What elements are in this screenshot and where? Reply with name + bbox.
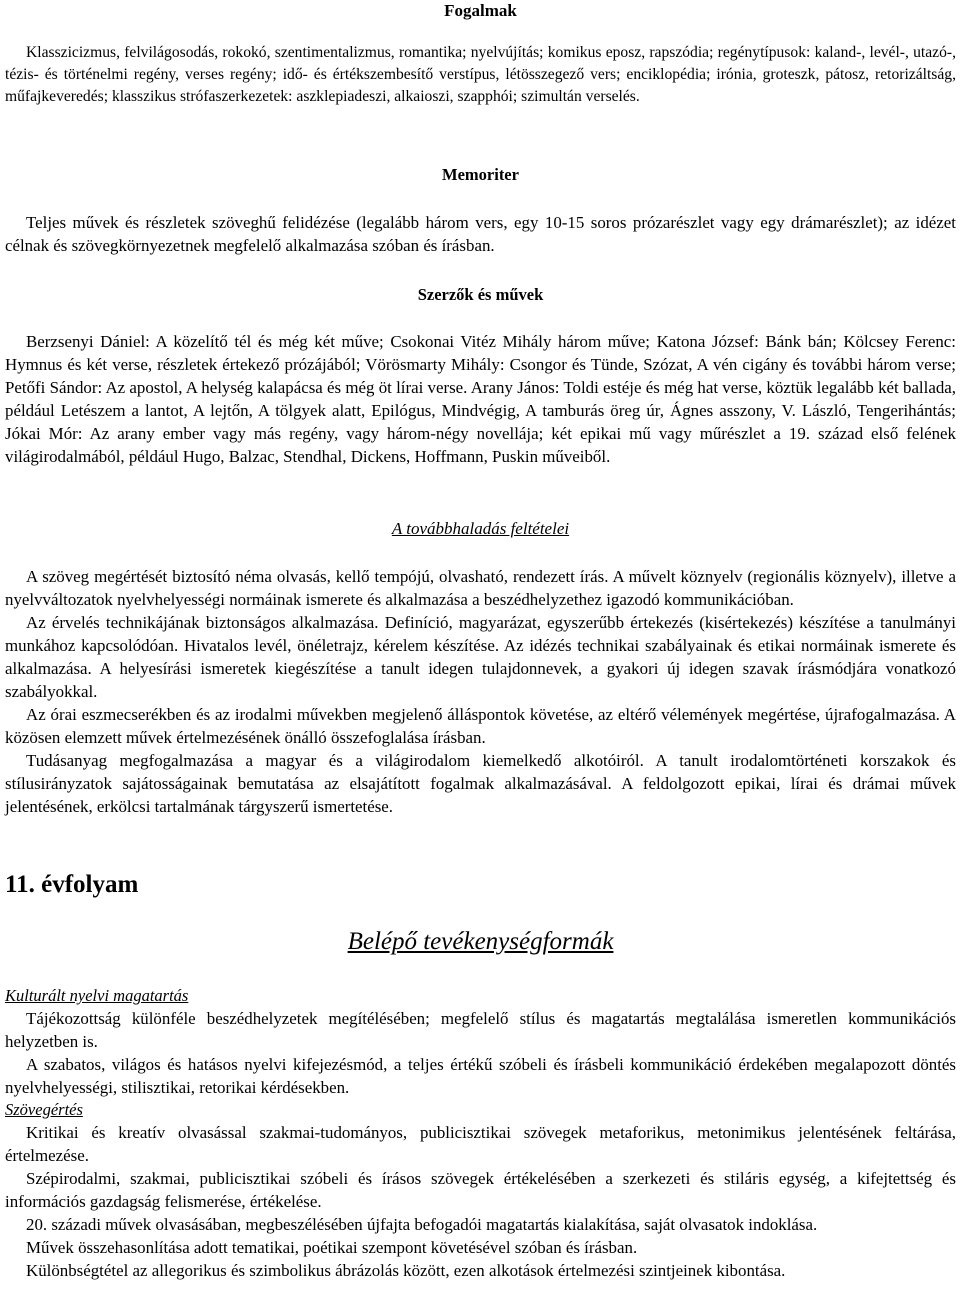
tovabbhaladas-paragraph-1: A szöveg megértését biztosító néma olvasás, kellő tempójú, olvasható, rendezett írás. A művelt köznyelv (regionális köznyelv), illetve a nyelvváltozatok nyelvhelyességi normáinak ismerete és alkalmazása a beszédhelyzethez igazodó kommunikációban. (5, 567, 956, 609)
section-heading: Belépő tevékenységformák (347, 928, 614, 955)
tovabbhaladas-paragraph-4: Tudásanyag megfogalmazása a magyar és a világirodalom kiemelkedő alkotóiról. A tanult irodalomtörténeti korszakok és stílusirányzatok sajátosságainak bemutatása az elsajátított fogalmak alkalmazásával. A feldolgozott epikai, lírai és drámai művek jelentésének, erkölcsi tartalmának tárgyszerű ismertetése. (5, 751, 956, 816)
kulturalt-paragraph-1: Tájékozottság különféle beszédhelyzetek megítélésében; megfelelő stílus és magatartás megtalálása ismeretlen kommunikációs helyzetben is. (5, 1009, 956, 1051)
memoriter-paragraph: Teljes művek és részletek szöveghű felidézése (legalább három vers, egy 10-15 soros prózarészlet vagy egy drámarészlet); az idézet célnak és szövegkörnyezetnek megfelelő alkalmazása szóban és írásban. (5, 213, 956, 255)
grade-heading: 11. évfolyam (5, 871, 139, 898)
fogalmak-heading: Fogalmak (444, 1, 517, 20)
tovabbhaladas-paragraph-3: Az órai eszmecserékben és az irodalmi művekben megjelenő álláspontok követése, az eltérő vélemények megértése, újrafogalmazása. A közösen elemzett művek értelmezésének önálló összefoglalása írásban. (5, 705, 956, 747)
szovegertes-paragraph-2: Szépirodalmi, szakmai, publicisztikai szóbeli és írásos szövegek értékelésében a szerkezeti és stiláris egység, a kifejtettség és információs gazdagság felismerése, értékelése. (5, 1169, 956, 1211)
kulturalt-paragraph-2: A szabatos, világos és hatásos nyelvi kifejezésmód, a teljes értékű szóbeli és írásbeli kommunikáció érdekében megalapozott döntés nyelvhelyességi, stilisztikai, retorikai kérdésekben. (5, 1055, 956, 1097)
szerzok-heading: Szerzők és művek (417, 285, 544, 304)
szerzok-paragraph: Berzsenyi Dániel: A közelítő tél és még két műve; Csokonai Vitéz Mihály három műve; Katona József: Bánk bán; Kölcsey Ferenc: Hymnus és két verse, részletek értekező prózájából; Vörösmarty Mihály: Csongor és Tünde, Szózat, A vén cigány és további három verse; Petőfi Sándor: Az apostol, A helység kalapácsa és még öt lírai verse. Arany János: Toldi estéje és még hat verse, köztük legalább két ballada, például Letészem a lantot, A lejtőn, A tölgyek alatt, Epilógus, Mindvégig, A tamburás öreg úr, Ágnes asszony, V. László, Tengerihántás; Jókai Mór: Az arany ember vagy más regény, vagy három-négy novellája; két epikai mű vagy műrészlet a 19. század első felének világirodalmából, például Hugo, Balzac, Stendhal, Dickens, Hoffmann, Puskin műveiből. (5, 332, 956, 466)
szovegertes-paragraph-5: Különbségtétel az allegorikus és szimbolikus ábrázolás között, ezen alkotások értelmezési szintjeinek kibontása. (26, 1261, 786, 1280)
tovabbhaladas-paragraph-2: Az érvelés technikájának biztonságos alkalmazása. Definíció, magyarázat, egyszerűbb értekezés (kisértekezés) készítése a tanulmányi munkához kapcsolódóan. Hivatalos levél, önéletrajz, kérelem készítése. Az idézés technikai szabályainak és etikai normáinak ismerete és alkalmazása. A helyesírási ismeretek kiegészítése a tanult idegen tulajdonnevek, a gyakori új idegen szavak írásmódjára vonatkozó szabályokkal. (5, 613, 956, 701)
memoriter-heading: Memoriter (442, 165, 519, 184)
szovegertes-paragraph-3: 20. századi művek olvasásában, megbeszélésében újfajta befogadói magatartás kialakítása, saját olvasatok indoklása. (26, 1215, 818, 1234)
tovabbhaladas-heading: A továbbhaladás feltételei (391, 519, 570, 538)
szovegertes-paragraph-4: Művek összehasonlítása adott tematikai, poétikai szempont követésével szóban és írásban. (26, 1238, 638, 1257)
szovegertes-paragraph-1: Kritikai és kreatív olvasással szakmai-tudományos, publicisztikai szövegek metaforikus, metonimikus jelentésének feltárása, értelmezése. (5, 1123, 956, 1165)
fogalmak-paragraph: Klasszicizmus, felvilágosodás, rokokó, szentimentalizmus, romantika; nyelvújítás; komikus eposz, rapszódia; regénytípusok: kaland-, levél-, utazó-, tézis- és történelmi regény, verses regény; idő- és értékszembesítő verstípus, létösszegező vers; enciklopédia; irónia, groteszk, pátosz, retorizáltság, műfajkeveredés; klasszikus strófaszerkezetek: aszklepiadeszi, alkaioszi, szapphói; szimultán verselés. (5, 44, 956, 105)
kulturalt-subheading: Kulturált nyelvi magatartás (5, 986, 189, 1005)
szovegertes-subheading: Szövegértés (5, 1100, 83, 1119)
